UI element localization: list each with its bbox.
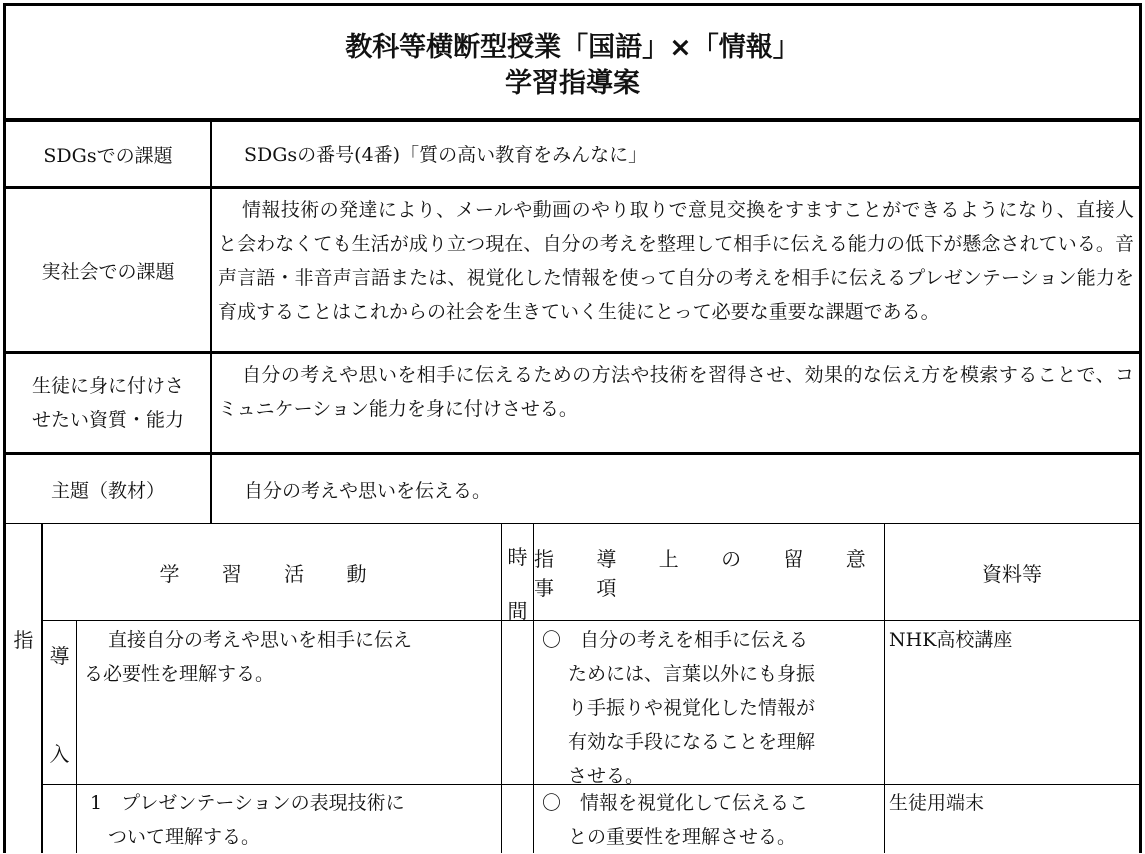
title-line-1: 教科等横断型授業「国語」×「情報」 bbox=[345, 32, 800, 63]
header-notes: 指 導 上 の 留 意 事 項 bbox=[534, 547, 884, 600]
sdgs-label: SDGsでの課題 bbox=[43, 144, 173, 167]
row-2-notes bbox=[542, 786, 884, 854]
document-title bbox=[6, 30, 1139, 102]
plan-phase-divider bbox=[76, 621, 77, 853]
theme-label: 主題（教材） bbox=[50, 479, 165, 502]
title-line-2: 学習指導案 bbox=[505, 68, 640, 99]
abilities-label bbox=[6, 354, 210, 452]
plan-side-label: 指 bbox=[13, 628, 34, 652]
row-2-activity bbox=[90, 786, 500, 854]
header-time-char-1: 時 bbox=[507, 545, 528, 569]
society-content: 情報技術の発達により、メールや動画のやり取りで意見交換をすますことができるようになり、直接人と会わなくても生活が成り立つ現在、自分の考えを整理して相手に伝える能力の低下が懸念されている。音声言語・非音声言語または、視覚化した情報を使って自分の考えを相手に伝えるプレゼンテーション能力を育成することはこれからの社会を生きていく生徒にとって必要な重要な課題である。 bbox=[218, 199, 1134, 323]
row-1-activity bbox=[84, 623, 498, 691]
header-time bbox=[502, 530, 533, 638]
row-2-note-line-2: との重要性を理解させる。 bbox=[568, 826, 797, 848]
row-1-activity-line-1: 直接自分の考えや思いを相手に伝え bbox=[108, 629, 413, 651]
row-1-note-line-4: 有効な手段になることを理解 bbox=[568, 731, 816, 753]
row-1-note-line-3: り手振りや視覚化した情報が bbox=[568, 697, 816, 719]
society-label: 実社会での課題 bbox=[41, 260, 175, 283]
abilities-content: 自分の考えや思いを相手に伝えるための方法や技術を習得させ、効果的な伝え方を模索することで、コミュニケーション能力を身に付けさせる。 bbox=[218, 364, 1134, 420]
row-2-note-line-1: 〇 情報を視覚化して伝えるこ bbox=[542, 792, 809, 814]
phase-char-1: 導 bbox=[49, 644, 70, 668]
border-top bbox=[3, 3, 1142, 6]
row-1-note-line-5: させる。 bbox=[568, 765, 645, 787]
plan-header-divider bbox=[43, 620, 1139, 621]
header-materials: 資料等 bbox=[982, 561, 1042, 586]
divider-label-column bbox=[210, 120, 212, 523]
row-2-activity-line-2: ついて理解する。 bbox=[108, 826, 261, 848]
theme-content: 自分の考えや思いを伝える。 bbox=[244, 480, 492, 502]
header-activity: 学 習 活 動 bbox=[159, 561, 385, 586]
row-1-material: NHK高校講座 bbox=[889, 629, 1013, 651]
sdgs-content: SDGsの番号(4番)「質の高い教育をみんなに」 bbox=[244, 144, 648, 166]
abilities-label-line-1: 生徒に身に付けさ bbox=[31, 375, 184, 397]
row-1-note-line-1: 〇 自分の考えを相手に伝える bbox=[542, 629, 809, 651]
abilities-label-line-2: せたい資質・能力 bbox=[31, 409, 184, 431]
border-right bbox=[1139, 3, 1142, 853]
row-2-material: 生徒用端末 bbox=[889, 792, 985, 814]
phase-char-2: 入 bbox=[49, 742, 70, 766]
header-time-char-2: 間 bbox=[507, 599, 528, 623]
row-2-activity-line-1: 1 プレゼンテーションの表現技術に bbox=[90, 792, 405, 814]
row-1-notes bbox=[542, 623, 884, 793]
row-1-activity-line-2: る必要性を理解する。 bbox=[84, 663, 275, 685]
row-1-note-line-2: ためには、言葉以外にも身振 bbox=[568, 663, 816, 685]
